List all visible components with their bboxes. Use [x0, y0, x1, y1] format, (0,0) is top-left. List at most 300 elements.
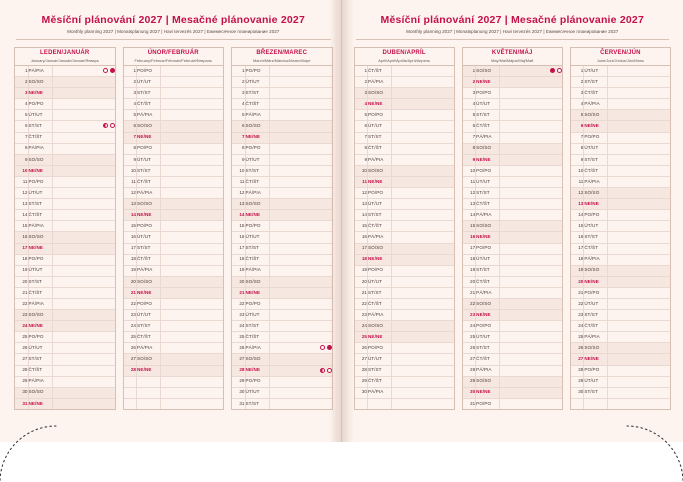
day-row[interactable] — [124, 99, 224, 110]
day-note-area[interactable] — [392, 199, 454, 210]
day-row[interactable] — [571, 243, 670, 254]
day-note-area[interactable] — [161, 232, 224, 243]
day-row[interactable] — [15, 332, 115, 343]
day-note-area[interactable] — [608, 398, 670, 409]
day-note-area[interactable] — [161, 121, 224, 132]
day-row[interactable] — [15, 165, 115, 176]
day-note-area[interactable] — [161, 88, 224, 99]
day-note-area[interactable] — [392, 210, 454, 221]
day-note-area[interactable] — [269, 77, 332, 88]
day-note-area[interactable] — [269, 232, 332, 243]
day-note-area[interactable] — [52, 376, 115, 387]
day-row[interactable] — [571, 310, 670, 321]
day-note-area[interactable] — [269, 99, 332, 110]
day-row[interactable] — [355, 276, 454, 287]
day-note-area[interactable] — [500, 132, 562, 143]
day-note-area[interactable] — [392, 376, 454, 387]
day-row[interactable] — [571, 354, 670, 365]
day-note-area[interactable] — [161, 66, 224, 77]
day-note-area[interactable] — [392, 232, 454, 243]
day-row[interactable] — [355, 321, 454, 332]
day-note-area[interactable] — [161, 332, 224, 343]
day-note-area[interactable] — [392, 365, 454, 376]
day-note-area[interactable] — [608, 188, 670, 199]
day-row[interactable] — [571, 398, 670, 409]
day-note-area[interactable] — [500, 143, 562, 154]
day-note-area[interactable] — [52, 354, 115, 365]
day-note-area[interactable] — [392, 398, 454, 409]
day-note-area[interactable] — [269, 243, 332, 254]
day-row[interactable] — [15, 298, 115, 309]
day-note-area[interactable] — [269, 110, 332, 121]
day-note-area[interactable] — [269, 143, 332, 154]
day-note-area[interactable] — [269, 254, 332, 265]
day-note-area[interactable] — [608, 243, 670, 254]
day-note-area[interactable] — [52, 287, 115, 298]
day-row[interactable] — [463, 66, 562, 77]
day-note-area[interactable] — [500, 387, 562, 398]
day-row[interactable] — [232, 298, 332, 309]
day-note-area[interactable] — [52, 365, 115, 376]
day-note-area[interactable] — [500, 298, 562, 309]
day-row[interactable] — [463, 110, 562, 121]
day-row[interactable] — [463, 188, 562, 199]
day-row[interactable] — [463, 376, 562, 387]
day-row[interactable] — [232, 176, 332, 187]
day-row[interactable] — [124, 276, 224, 287]
day-note-area[interactable] — [52, 121, 115, 132]
day-row[interactable] — [571, 376, 670, 387]
day-note-area[interactable] — [161, 365, 224, 376]
day-row[interactable] — [463, 143, 562, 154]
day-row[interactable] — [463, 132, 562, 143]
day-note-area[interactable] — [161, 199, 224, 210]
day-note-area[interactable] — [161, 77, 224, 88]
day-note-area[interactable] — [52, 298, 115, 309]
day-row[interactable] — [124, 287, 224, 298]
day-row[interactable] — [355, 143, 454, 154]
day-row[interactable] — [15, 254, 115, 265]
day-row[interactable] — [571, 321, 670, 332]
day-note-area[interactable] — [52, 398, 115, 409]
day-row[interactable] — [124, 188, 224, 199]
day-note-area[interactable] — [500, 343, 562, 354]
day-row[interactable] — [463, 332, 562, 343]
day-row[interactable] — [463, 310, 562, 321]
day-row[interactable] — [355, 176, 454, 187]
day-row[interactable] — [232, 332, 332, 343]
day-row[interactable] — [124, 88, 224, 99]
day-row[interactable] — [124, 398, 224, 409]
day-row[interactable] — [124, 199, 224, 210]
day-note-area[interactable] — [500, 376, 562, 387]
day-note-area[interactable] — [161, 387, 224, 398]
day-note-area[interactable] — [392, 99, 454, 110]
day-note-area[interactable] — [161, 154, 224, 165]
day-row[interactable] — [355, 132, 454, 143]
day-note-area[interactable] — [269, 376, 332, 387]
day-note-area[interactable] — [500, 365, 562, 376]
day-row[interactable] — [571, 121, 670, 132]
day-note-area[interactable] — [161, 265, 224, 276]
day-row[interactable] — [15, 354, 115, 365]
day-note-area[interactable] — [269, 121, 332, 132]
day-note-area[interactable] — [392, 77, 454, 88]
day-row[interactable] — [355, 265, 454, 276]
day-note-area[interactable] — [269, 221, 332, 232]
day-note-area[interactable] — [500, 265, 562, 276]
day-note-area[interactable] — [608, 132, 670, 143]
day-note-area[interactable] — [500, 254, 562, 265]
day-note-area[interactable] — [608, 343, 670, 354]
day-row[interactable] — [124, 343, 224, 354]
day-note-area[interactable] — [608, 199, 670, 210]
day-row[interactable] — [355, 387, 454, 398]
day-row[interactable] — [124, 365, 224, 376]
day-note-area[interactable] — [161, 110, 224, 121]
day-note-area[interactable] — [392, 243, 454, 254]
day-row[interactable] — [355, 332, 454, 343]
day-note-area[interactable] — [161, 221, 224, 232]
day-note-area[interactable] — [500, 398, 562, 409]
day-note-area[interactable] — [608, 66, 670, 77]
day-note-area[interactable] — [392, 121, 454, 132]
day-row[interactable] — [571, 132, 670, 143]
day-row[interactable] — [124, 132, 224, 143]
day-row[interactable] — [232, 188, 332, 199]
day-row[interactable] — [124, 265, 224, 276]
day-row[interactable] — [463, 343, 562, 354]
day-row[interactable] — [355, 354, 454, 365]
day-note-area[interactable] — [161, 376, 224, 387]
day-row[interactable] — [571, 298, 670, 309]
day-note-area[interactable] — [608, 376, 670, 387]
day-note-area[interactable] — [52, 77, 115, 88]
day-row[interactable] — [355, 343, 454, 354]
day-note-area[interactable] — [608, 110, 670, 121]
day-note-area[interactable] — [392, 265, 454, 276]
day-row[interactable] — [15, 188, 115, 199]
day-row[interactable] — [355, 99, 454, 110]
day-row[interactable] — [232, 110, 332, 121]
day-row[interactable] — [15, 310, 115, 321]
day-row[interactable] — [124, 110, 224, 121]
day-row[interactable] — [355, 310, 454, 321]
day-row[interactable] — [232, 276, 332, 287]
day-note-area[interactable] — [500, 99, 562, 110]
day-note-area[interactable] — [52, 243, 115, 254]
day-note-area[interactable] — [500, 121, 562, 132]
day-row[interactable] — [124, 210, 224, 221]
day-note-area[interactable] — [608, 276, 670, 287]
day-note-area[interactable] — [52, 310, 115, 321]
day-note-area[interactable] — [392, 188, 454, 199]
day-row[interactable] — [571, 343, 670, 354]
day-row[interactable] — [232, 254, 332, 265]
day-row[interactable] — [124, 154, 224, 165]
day-note-area[interactable] — [392, 176, 454, 187]
day-note-area[interactable] — [269, 398, 332, 409]
day-row[interactable] — [15, 343, 115, 354]
day-row[interactable] — [232, 343, 332, 354]
day-note-area[interactable] — [161, 143, 224, 154]
day-row[interactable] — [463, 321, 562, 332]
day-row[interactable] — [463, 265, 562, 276]
day-note-area[interactable] — [392, 287, 454, 298]
day-row[interactable] — [355, 287, 454, 298]
day-row[interactable] — [463, 176, 562, 187]
day-note-area[interactable] — [500, 77, 562, 88]
day-row[interactable] — [355, 88, 454, 99]
day-note-area[interactable] — [161, 398, 224, 409]
day-row[interactable] — [463, 354, 562, 365]
day-note-area[interactable] — [500, 165, 562, 176]
day-row[interactable] — [232, 365, 332, 376]
day-row[interactable] — [463, 398, 562, 409]
day-note-area[interactable] — [500, 188, 562, 199]
day-row[interactable] — [15, 121, 115, 132]
day-row[interactable] — [15, 110, 115, 121]
day-row[interactable] — [463, 77, 562, 88]
day-row[interactable] — [571, 99, 670, 110]
day-note-area[interactable] — [392, 321, 454, 332]
day-note-area[interactable] — [269, 176, 332, 187]
day-note-area[interactable] — [392, 310, 454, 321]
day-note-area[interactable] — [500, 221, 562, 232]
day-row[interactable] — [355, 66, 454, 77]
day-row[interactable] — [463, 254, 562, 265]
day-note-area[interactable] — [608, 143, 670, 154]
day-row[interactable] — [15, 398, 115, 409]
day-note-area[interactable] — [608, 77, 670, 88]
day-row[interactable] — [232, 321, 332, 332]
day-note-area[interactable] — [392, 354, 454, 365]
day-row[interactable] — [232, 88, 332, 99]
day-note-area[interactable] — [161, 343, 224, 354]
day-row[interactable] — [571, 154, 670, 165]
day-row[interactable] — [15, 176, 115, 187]
day-row[interactable] — [232, 143, 332, 154]
day-note-area[interactable] — [161, 298, 224, 309]
day-row[interactable] — [124, 387, 224, 398]
day-row[interactable] — [463, 121, 562, 132]
day-note-area[interactable] — [52, 332, 115, 343]
day-row[interactable] — [15, 376, 115, 387]
day-note-area[interactable] — [269, 287, 332, 298]
day-row[interactable] — [124, 121, 224, 132]
day-note-area[interactable] — [269, 310, 332, 321]
day-row[interactable] — [463, 276, 562, 287]
day-row[interactable] — [124, 332, 224, 343]
day-note-area[interactable] — [52, 221, 115, 232]
day-note-area[interactable] — [52, 143, 115, 154]
day-row[interactable] — [355, 165, 454, 176]
day-note-area[interactable] — [161, 188, 224, 199]
day-row[interactable] — [355, 221, 454, 232]
day-note-area[interactable] — [269, 88, 332, 99]
day-row[interactable] — [463, 88, 562, 99]
day-row[interactable] — [571, 276, 670, 287]
day-row[interactable] — [571, 265, 670, 276]
day-note-area[interactable] — [392, 110, 454, 121]
day-row[interactable] — [232, 99, 332, 110]
day-row[interactable] — [571, 110, 670, 121]
day-note-area[interactable] — [608, 210, 670, 221]
day-row[interactable] — [124, 354, 224, 365]
day-note-area[interactable] — [269, 332, 332, 343]
day-note-area[interactable] — [269, 165, 332, 176]
day-row[interactable] — [232, 232, 332, 243]
day-note-area[interactable] — [608, 298, 670, 309]
day-note-area[interactable] — [161, 254, 224, 265]
day-row[interactable] — [124, 143, 224, 154]
day-note-area[interactable] — [52, 99, 115, 110]
day-row[interactable] — [571, 188, 670, 199]
day-row[interactable] — [355, 154, 454, 165]
day-row[interactable] — [355, 376, 454, 387]
day-row[interactable] — [15, 232, 115, 243]
day-row[interactable] — [571, 88, 670, 99]
day-row[interactable] — [124, 376, 224, 387]
day-row[interactable] — [124, 232, 224, 243]
day-row[interactable] — [15, 143, 115, 154]
day-note-area[interactable] — [161, 210, 224, 221]
day-row[interactable] — [15, 387, 115, 398]
day-note-area[interactable] — [52, 199, 115, 210]
day-note-area[interactable] — [608, 232, 670, 243]
day-note-area[interactable] — [392, 88, 454, 99]
day-note-area[interactable] — [608, 121, 670, 132]
day-row[interactable] — [232, 221, 332, 232]
day-note-area[interactable] — [52, 210, 115, 221]
day-note-area[interactable] — [269, 387, 332, 398]
day-note-area[interactable] — [500, 154, 562, 165]
day-row[interactable] — [571, 287, 670, 298]
day-row[interactable] — [232, 165, 332, 176]
day-row[interactable] — [355, 298, 454, 309]
day-row[interactable] — [571, 365, 670, 376]
day-row[interactable] — [15, 154, 115, 165]
day-row[interactable] — [463, 99, 562, 110]
day-note-area[interactable] — [392, 154, 454, 165]
day-note-area[interactable] — [500, 210, 562, 221]
day-note-area[interactable] — [500, 176, 562, 187]
day-note-area[interactable] — [500, 199, 562, 210]
day-note-area[interactable] — [500, 243, 562, 254]
day-note-area[interactable] — [52, 165, 115, 176]
day-note-area[interactable] — [392, 165, 454, 176]
day-note-area[interactable] — [52, 254, 115, 265]
day-note-area[interactable] — [52, 154, 115, 165]
day-row[interactable] — [15, 365, 115, 376]
day-row[interactable] — [355, 232, 454, 243]
day-note-area[interactable] — [52, 66, 115, 77]
day-row[interactable] — [15, 243, 115, 254]
day-row[interactable] — [463, 154, 562, 165]
day-row[interactable] — [15, 99, 115, 110]
day-note-area[interactable] — [500, 310, 562, 321]
day-row[interactable] — [15, 77, 115, 88]
day-row[interactable] — [571, 387, 670, 398]
day-note-area[interactable] — [608, 88, 670, 99]
day-note-area[interactable] — [161, 276, 224, 287]
day-row[interactable] — [355, 243, 454, 254]
day-note-area[interactable] — [500, 321, 562, 332]
day-row[interactable] — [232, 265, 332, 276]
day-note-area[interactable] — [161, 287, 224, 298]
day-row[interactable] — [15, 132, 115, 143]
day-row[interactable] — [571, 165, 670, 176]
day-note-area[interactable] — [392, 66, 454, 77]
day-row[interactable] — [463, 243, 562, 254]
day-row[interactable] — [124, 321, 224, 332]
day-row[interactable] — [232, 354, 332, 365]
day-row[interactable] — [124, 176, 224, 187]
day-row[interactable] — [463, 298, 562, 309]
day-note-area[interactable] — [608, 154, 670, 165]
day-row[interactable] — [232, 243, 332, 254]
day-row[interactable] — [571, 66, 670, 77]
day-note-area[interactable] — [500, 88, 562, 99]
day-row[interactable] — [15, 199, 115, 210]
day-row[interactable] — [463, 165, 562, 176]
day-note-area[interactable] — [608, 165, 670, 176]
day-note-area[interactable] — [52, 343, 115, 354]
day-note-area[interactable] — [608, 365, 670, 376]
day-row[interactable] — [355, 398, 454, 409]
day-note-area[interactable] — [608, 221, 670, 232]
day-row[interactable] — [124, 165, 224, 176]
day-row[interactable] — [232, 376, 332, 387]
day-note-area[interactable] — [52, 232, 115, 243]
day-row[interactable] — [232, 77, 332, 88]
day-note-area[interactable] — [269, 66, 332, 77]
day-row[interactable] — [571, 232, 670, 243]
day-row[interactable] — [15, 88, 115, 99]
day-note-area[interactable] — [269, 265, 332, 276]
day-row[interactable] — [355, 121, 454, 132]
day-row[interactable] — [124, 66, 224, 77]
day-note-area[interactable] — [161, 165, 224, 176]
day-note-area[interactable] — [161, 176, 224, 187]
day-note-area[interactable] — [161, 354, 224, 365]
day-row[interactable] — [124, 221, 224, 232]
day-note-area[interactable] — [161, 99, 224, 110]
day-row[interactable] — [15, 287, 115, 298]
day-row[interactable] — [463, 232, 562, 243]
day-note-area[interactable] — [392, 332, 454, 343]
day-note-area[interactable] — [608, 265, 670, 276]
day-note-area[interactable] — [269, 199, 332, 210]
day-note-area[interactable] — [52, 88, 115, 99]
day-note-area[interactable] — [500, 232, 562, 243]
day-note-area[interactable] — [52, 132, 115, 143]
day-row[interactable] — [232, 154, 332, 165]
day-row[interactable] — [571, 254, 670, 265]
day-note-area[interactable] — [608, 176, 670, 187]
day-row[interactable] — [571, 77, 670, 88]
day-note-area[interactable] — [269, 154, 332, 165]
day-note-area[interactable] — [608, 321, 670, 332]
day-note-area[interactable] — [269, 321, 332, 332]
day-note-area[interactable] — [52, 276, 115, 287]
day-row[interactable] — [232, 210, 332, 221]
day-note-area[interactable] — [269, 276, 332, 287]
day-row[interactable] — [571, 176, 670, 187]
day-note-area[interactable] — [608, 287, 670, 298]
day-row[interactable] — [232, 387, 332, 398]
day-note-area[interactable] — [500, 354, 562, 365]
